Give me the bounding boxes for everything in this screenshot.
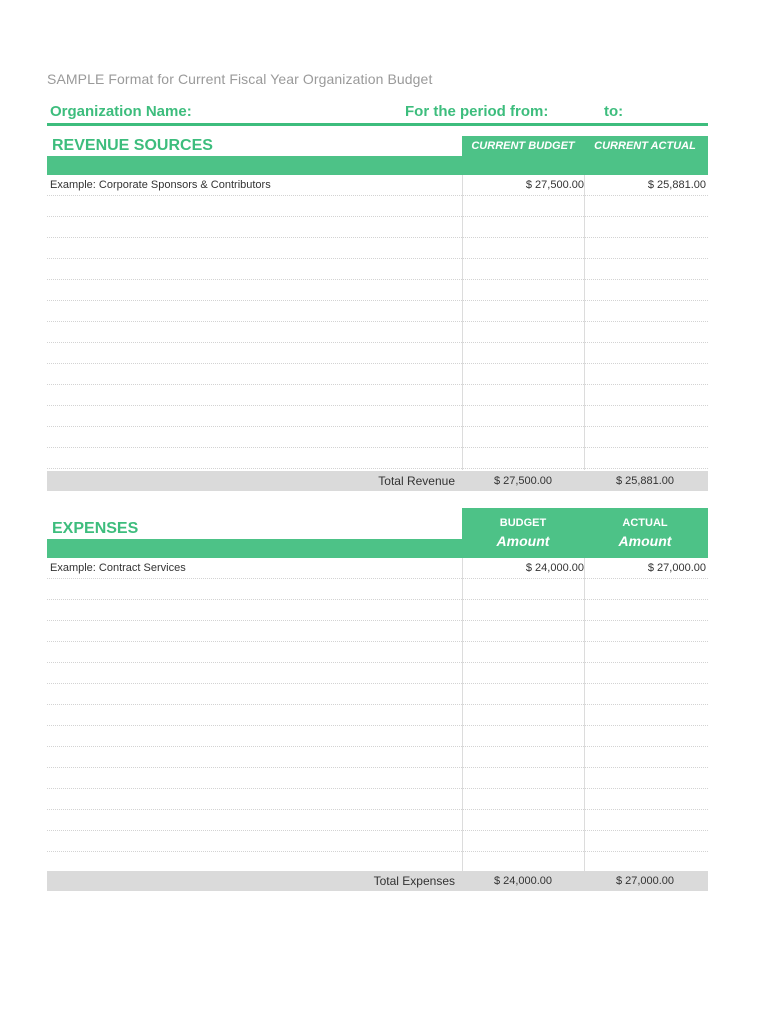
table-row <box>47 579 708 600</box>
table-row <box>47 789 708 810</box>
table-row <box>47 663 708 684</box>
table-row <box>47 747 708 768</box>
document-title: SAMPLE Format for Current Fiscal Year Organization Budget <box>47 71 433 87</box>
period-from-label: For the period from: <box>405 103 549 120</box>
total-expenses-budget: $ 24,000.00 <box>493 875 553 887</box>
table-row <box>47 705 708 726</box>
table-row <box>47 642 708 663</box>
table-row <box>47 448 708 469</box>
organization-header <box>47 101 708 127</box>
row-budget-value: $ 27,500.00 <box>525 179 584 191</box>
table-row <box>47 427 708 448</box>
table-row <box>47 196 708 217</box>
table-row <box>47 621 708 642</box>
table-row <box>47 810 708 831</box>
total-expenses-row <box>47 871 708 891</box>
table-row <box>47 558 708 579</box>
revenue-section-title: REVENUE SOURCES <box>52 137 213 154</box>
revenue-green-band <box>47 156 708 175</box>
table-row <box>47 768 708 789</box>
budget-amount-label: Amount <box>496 533 550 549</box>
table-row <box>47 175 708 196</box>
row-description: Example: Contract Services <box>50 562 186 574</box>
budget-amount-header <box>462 517 584 549</box>
table-row <box>47 600 708 621</box>
total-revenue-row <box>47 471 708 491</box>
budget-header-label: BUDGET <box>499 517 547 529</box>
total-expenses-label: Total Expenses <box>373 874 455 888</box>
organization-name-label: Organization Name: <box>50 103 192 120</box>
actual-header-label: ACTUAL <box>622 517 668 529</box>
total-expenses-actual: $ 27,000.00 <box>615 875 675 887</box>
actual-amount-label: Amount <box>618 533 672 549</box>
table-row <box>47 364 708 385</box>
current-actual-header: CURRENT ACTUAL <box>594 140 696 152</box>
row-description: Example: Corporate Sponsors & Contributors <box>50 179 271 191</box>
table-row <box>47 852 708 873</box>
row-budget-value: $ 24,000.00 <box>525 562 584 574</box>
table-row <box>47 406 708 427</box>
revenue-section <box>47 136 708 496</box>
total-revenue-budget: $ 27,500.00 <box>493 475 553 487</box>
table-row <box>47 217 708 238</box>
expenses-section-title: EXPENSES <box>52 520 139 537</box>
table-row <box>47 280 708 301</box>
expenses-section <box>47 508 708 893</box>
header-divider <box>47 123 708 126</box>
table-row <box>47 343 708 364</box>
table-row <box>47 684 708 705</box>
table-row <box>47 238 708 259</box>
table-row <box>47 726 708 747</box>
table-row <box>47 831 708 852</box>
actual-amount-header <box>584 517 706 549</box>
table-row <box>47 322 708 343</box>
total-revenue-label: Total Revenue <box>378 474 455 488</box>
total-revenue-actual: $ 25,881.00 <box>615 475 675 487</box>
current-budget-header: CURRENT BUDGET <box>471 140 575 152</box>
table-row <box>47 301 708 322</box>
row-actual-value: $ 25,881.00 <box>647 179 706 191</box>
table-row <box>47 259 708 280</box>
row-actual-value: $ 27,000.00 <box>647 562 706 574</box>
period-to-label: to: <box>604 103 624 120</box>
table-row <box>47 385 708 406</box>
